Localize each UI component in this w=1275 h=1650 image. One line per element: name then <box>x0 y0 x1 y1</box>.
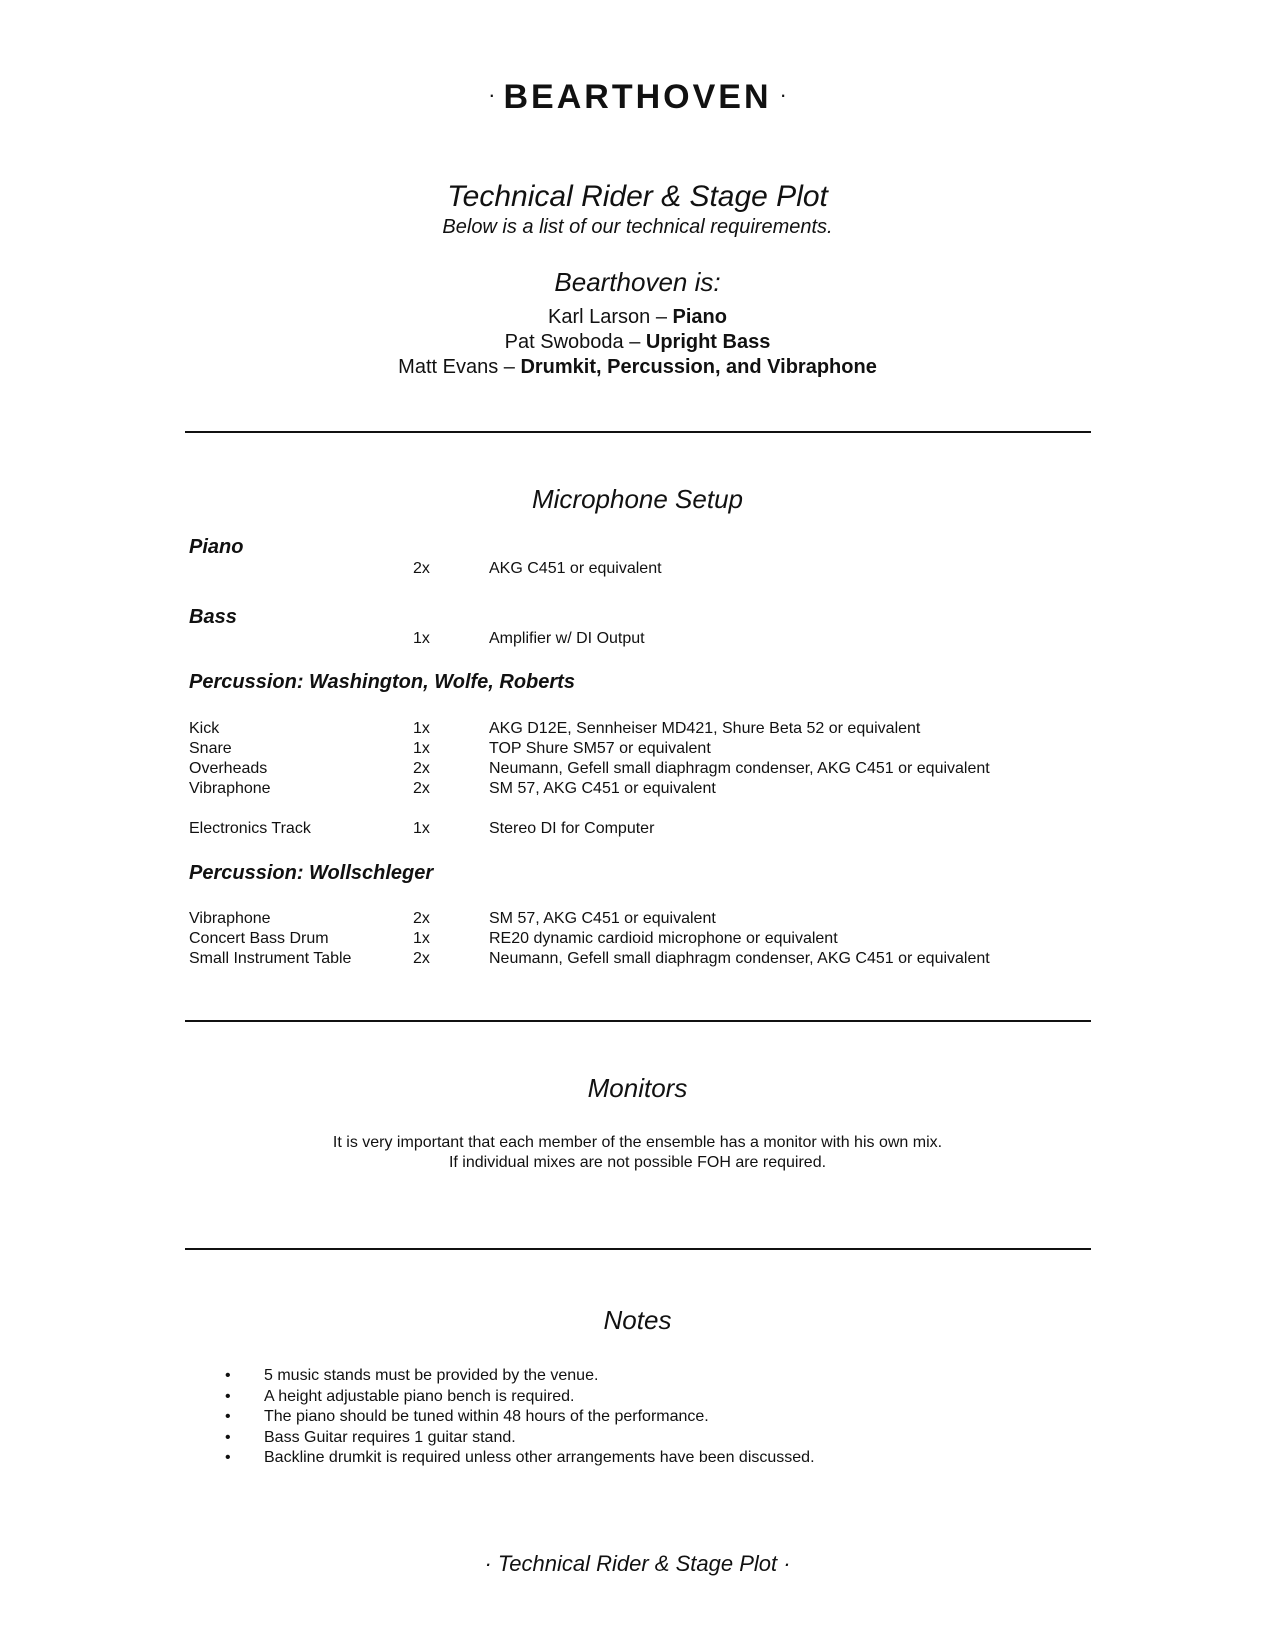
percussion-2-group-heading: Percussion: Wollschleger <box>189 862 434 884</box>
list-item <box>225 1408 1125 1429</box>
member-role: Drumkit, Percussion, and Vibraphone <box>520 356 877 378</box>
members-heading: Bearthoven is: <box>554 267 721 297</box>
note-text: A height adjustable piano bench is required. <box>264 1387 575 1405</box>
mic-desc: SM 57, AKG C451 or equivalent <box>489 780 716 797</box>
mic-desc: AKG D12E, Sennheiser MD421, Shure Beta 52 or equivalent <box>489 720 921 737</box>
list-item <box>225 1388 1125 1409</box>
mic-qty: 1x <box>413 820 430 837</box>
note-text: Backline drumkit is required unless other arrangements have been discussed. <box>264 1449 815 1466</box>
mic-desc: TOP Shure SM57 or equivalent <box>489 740 711 757</box>
mic-row <box>0 910 1275 930</box>
mic-item: Small Instrument Table <box>189 950 352 967</box>
mic-row <box>0 720 1275 740</box>
bullet-icon: • <box>225 1387 231 1405</box>
page-subtitle: Below is a list of our technical requirements. <box>442 216 833 238</box>
mic-desc: Neumann, Gefell small diaphragm condenser, AKG C451 or equivalent <box>489 760 990 777</box>
mic-qty: 2x <box>413 760 430 777</box>
mic-row <box>0 950 1275 970</box>
logo-text: BEARTHOVEN <box>503 78 772 116</box>
member-role: Upright Bass <box>645 331 771 353</box>
mic-row <box>0 760 1275 780</box>
mic-item: Vibraphone <box>189 910 271 927</box>
member-role: Piano <box>672 306 727 328</box>
mic-row <box>0 780 1275 800</box>
mic-qty: 2x <box>413 560 430 577</box>
bullet-icon: • <box>225 1428 231 1446</box>
mic-item: Vibraphone <box>189 780 271 797</box>
notes-list <box>225 1367 1125 1470</box>
piano-group-heading: Piano <box>189 536 244 558</box>
mic-item: Snare <box>189 740 232 757</box>
mic-item: Concert Bass Drum <box>189 930 329 947</box>
note-text: 5 music stands must be provided by the venue. <box>264 1367 599 1384</box>
mic-qty: 2x <box>413 950 430 967</box>
divider <box>185 1020 1091 1022</box>
mic-qty: 1x <box>413 630 430 647</box>
member-name: Karl Larson – <box>548 306 673 328</box>
notes-heading: Notes <box>603 1305 672 1335</box>
mic-qty: 1x <box>413 930 430 947</box>
note-text: Bass Guitar requires 1 guitar stand. <box>264 1428 516 1446</box>
list-item <box>225 1429 1125 1450</box>
mic-qty: 1x <box>413 740 430 757</box>
logo-dot-right: · <box>779 82 787 107</box>
monitors-text-line-2: If individual mixes are not possible FOH are required. <box>448 1154 827 1171</box>
mic-desc: Amplifier w/ DI Output <box>489 630 645 647</box>
mic-item: Overheads <box>189 760 268 777</box>
mic-desc: RE20 dynamic cardioid microphone or equivalent <box>489 930 838 947</box>
mic-row <box>0 930 1275 950</box>
member-line <box>0 331 1275 354</box>
note-text: The piano should be tuned within 48 hours of the performance. <box>264 1408 709 1425</box>
mic-qty: 2x <box>413 910 430 927</box>
mic-desc: Neumann, Gefell small diaphragm condenser, AKG C451 or equivalent <box>489 950 990 967</box>
percussion-1-group-heading: Percussion: Washington, Wolfe, Roberts <box>189 671 575 693</box>
monitors-text-line-1: It is very important that each member of the ensemble has a monitor with his own mix. <box>332 1134 943 1151</box>
mic-item: Kick <box>189 720 220 737</box>
mic-desc: Stereo DI for Computer <box>489 820 655 837</box>
mic-qty: 1x <box>413 720 430 737</box>
mic-row <box>0 820 1275 840</box>
divider <box>185 1248 1091 1250</box>
list-item <box>225 1449 1125 1470</box>
monitors-heading: Monitors <box>587 1073 688 1103</box>
divider <box>185 431 1091 433</box>
mic-desc: AKG C451 or equivalent <box>489 560 662 577</box>
member-line <box>0 356 1275 379</box>
mic-item: Electronics Track <box>189 820 311 837</box>
mic-row <box>0 560 1275 580</box>
bullet-icon: • <box>225 1367 231 1384</box>
bullet-icon: • <box>225 1449 231 1466</box>
member-name: Matt Evans – <box>398 356 521 378</box>
bass-group-heading: Bass <box>189 606 237 628</box>
mic-desc: SM 57, AKG C451 or equivalent <box>489 910 716 927</box>
member-line <box>0 306 1275 329</box>
list-item <box>225 1367 1125 1388</box>
page-title: Technical Rider & Stage Plot <box>447 180 828 213</box>
bullet-icon: • <box>225 1408 231 1425</box>
mic-qty: 2x <box>413 780 430 797</box>
member-name: Pat Swoboda – <box>504 331 646 353</box>
logo-dot-left: · <box>488 82 496 107</box>
band-logo <box>0 78 1275 117</box>
microphone-setup-heading: Microphone Setup <box>531 484 744 514</box>
mic-row <box>0 630 1275 650</box>
page-footer: · Technical Rider & Stage Plot · <box>484 1551 791 1576</box>
mic-row <box>0 740 1275 760</box>
